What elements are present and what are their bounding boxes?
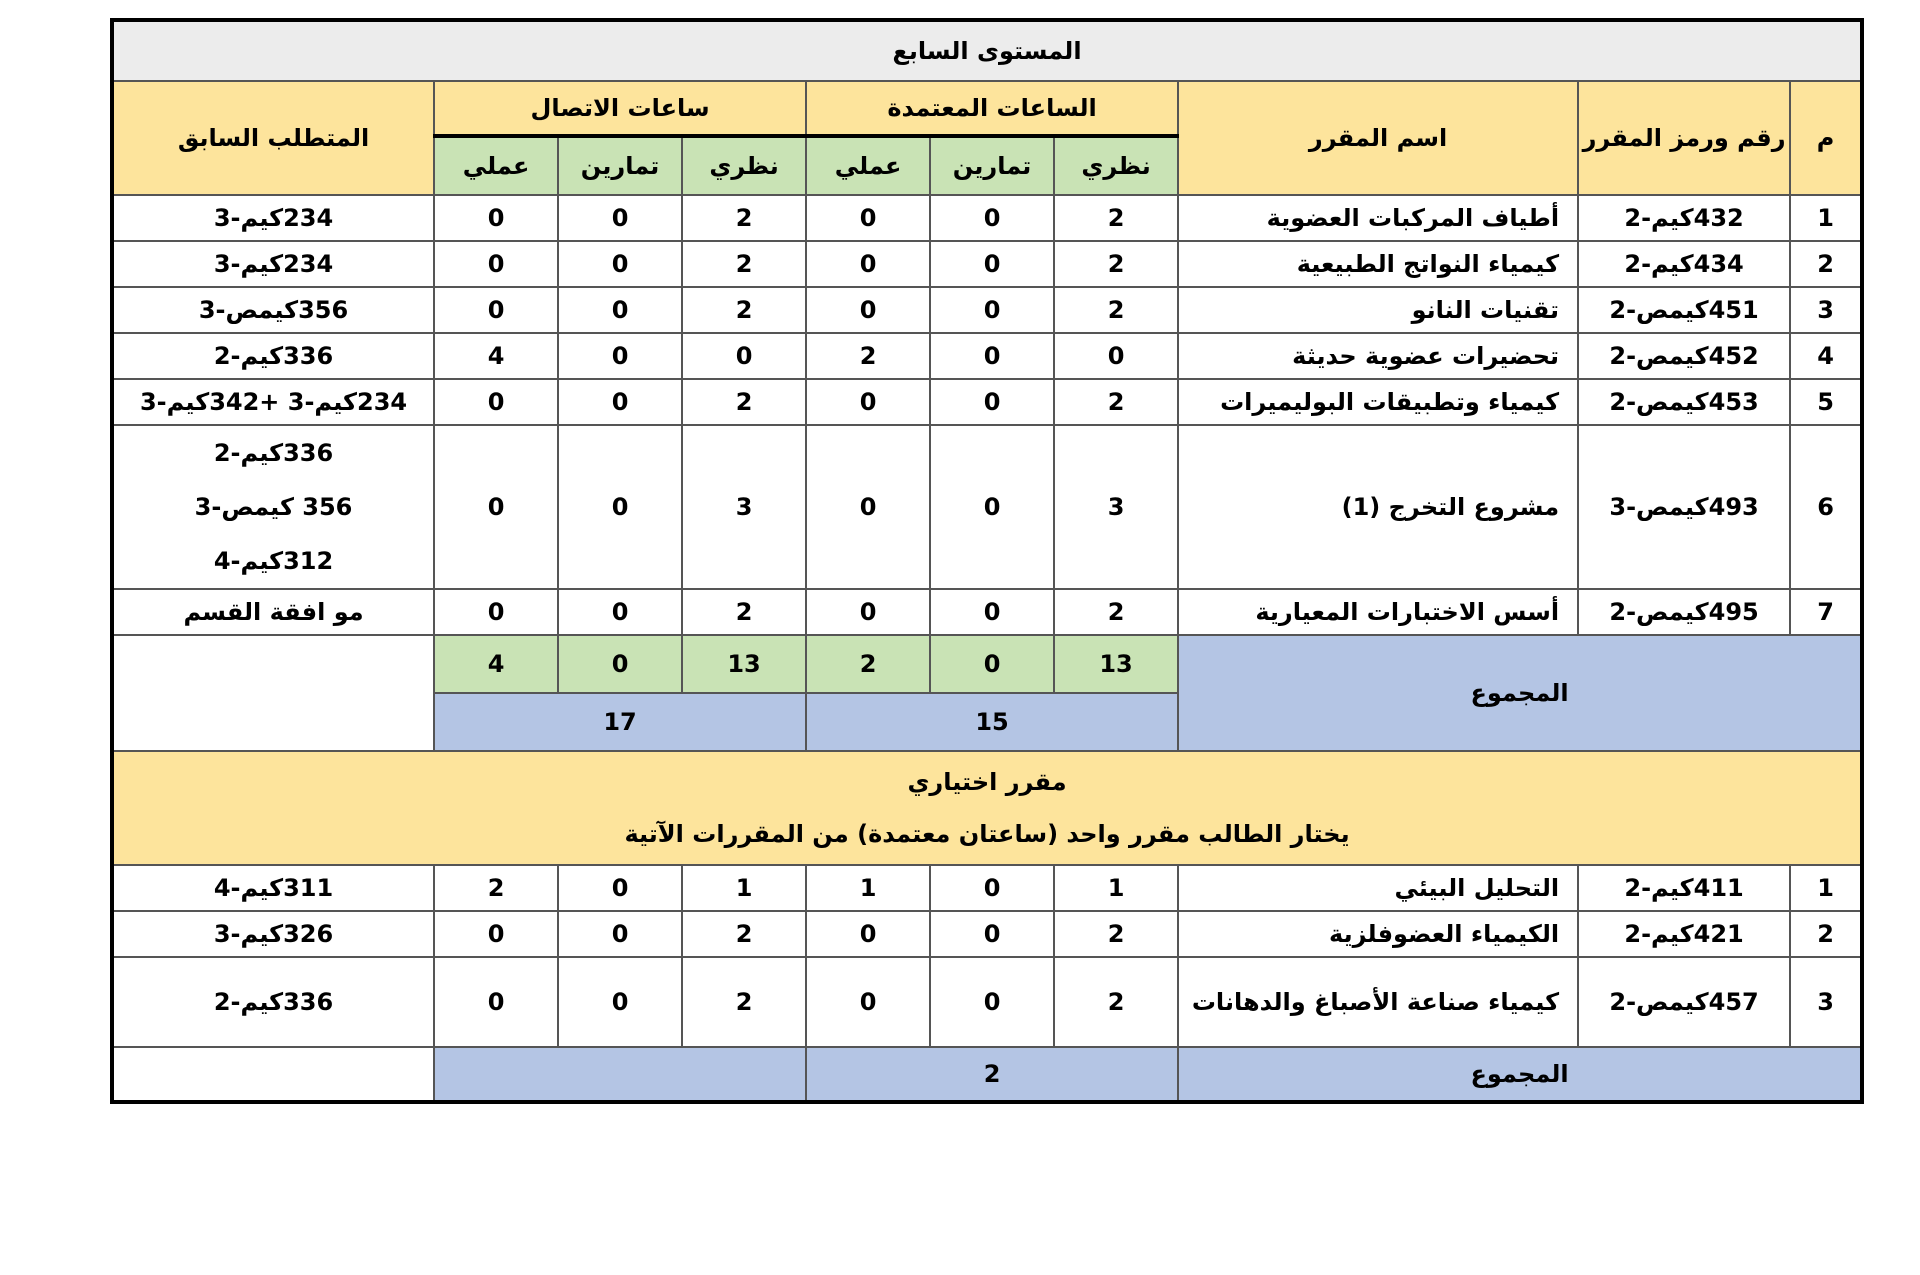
total-contact-practical: 4 [434, 635, 558, 693]
elective-contact-practical: 0 [434, 911, 558, 957]
course-prerequisite [112, 333, 434, 379]
course-contact-theory: 2 [682, 589, 806, 635]
elective-total-prerequisite-empty [112, 1047, 434, 1102]
elective-title: مقرر اختياري [907, 768, 1067, 796]
course-contact-exercises: 0 [558, 195, 682, 241]
header-contact-hours: ساعات الاتصال [434, 81, 806, 136]
total-contact-theory: 13 [682, 635, 806, 693]
header-course-code: رقم ورمز المقرر [1578, 81, 1790, 195]
course-credit-practical: 0 [806, 241, 930, 287]
course-credit-exercises: 0 [930, 195, 1054, 241]
total-prerequisite-empty [112, 635, 434, 751]
total-credit-exercises: 0 [930, 635, 1054, 693]
elective-credit-theory: 2 [1054, 911, 1178, 957]
course-prerequisite [112, 195, 434, 241]
header-credit-hours: الساعات المعتمدة [806, 81, 1178, 136]
course-name: تقنيات النانو [1178, 287, 1578, 333]
header-course-name: اسم المقرر [1178, 81, 1578, 195]
elective-credit-exercises: 0 [930, 865, 1054, 911]
course-row [112, 333, 1862, 379]
course-contact-exercises: 0 [558, 333, 682, 379]
elective-row [112, 957, 1862, 1047]
course-credit-exercises: 0 [930, 287, 1054, 333]
course-contact-exercises: 0 [558, 425, 682, 589]
prerequisite-item: 234كيم-3 +342كيم-3 [139, 388, 408, 416]
course-credit-practical: 0 [806, 287, 930, 333]
course-credit-practical: 0 [806, 589, 930, 635]
elective-name: التحليل البيئي [1178, 865, 1578, 911]
elective-number: 3 [1790, 957, 1862, 1047]
elective-prerequisite [112, 911, 434, 957]
course-contact-theory: 0 [682, 333, 806, 379]
course-number: 6 [1790, 425, 1862, 589]
elective-row [112, 911, 1862, 957]
course-row [112, 425, 1862, 589]
elective-code: 421كيم-2 [1578, 911, 1790, 957]
elective-contact-practical: 2 [434, 865, 558, 911]
course-contact-practical: 0 [434, 379, 558, 425]
course-number: 1 [1790, 195, 1862, 241]
course-contact-practical: 0 [434, 241, 558, 287]
elective-contact-exercises: 0 [558, 911, 682, 957]
course-name: كيمياء وتطبيقات البوليميرات [1178, 379, 1578, 425]
course-number: 2 [1790, 241, 1862, 287]
course-contact-practical: 0 [434, 589, 558, 635]
course-number: 4 [1790, 333, 1862, 379]
course-contact-practical: 4 [434, 333, 558, 379]
total-credit-practical: 2 [806, 635, 930, 693]
elective-header [112, 751, 1862, 865]
header-credit-theory: نظري [1054, 136, 1178, 195]
course-row [112, 589, 1862, 635]
course-prerequisite [112, 425, 434, 589]
prerequisite-item: 311كيم-4 [213, 874, 334, 902]
course-contact-exercises: 0 [558, 287, 682, 333]
course-code: 453كيمص-2 [1578, 379, 1790, 425]
elective-name: كيمياء صناعة الأصباغ والدهانات [1178, 957, 1578, 1047]
course-code: 432كيم-2 [1578, 195, 1790, 241]
course-credit-practical: 2 [806, 333, 930, 379]
elective-number: 1 [1790, 865, 1862, 911]
elective-contact-exercises: 0 [558, 865, 682, 911]
header-contact-practical: عملي [434, 136, 558, 195]
prerequisite-item: 336كيم-2 [213, 342, 334, 370]
course-code: 451كيمص-2 [1578, 287, 1790, 333]
elective-credit-exercises: 0 [930, 957, 1054, 1047]
course-prerequisite [112, 589, 434, 635]
header-credit-exercises: تمارين [930, 136, 1054, 195]
course-contact-theory: 2 [682, 195, 806, 241]
total-label: المجموع [1178, 635, 1862, 751]
course-row [112, 195, 1862, 241]
elective-total-contact-empty [434, 1047, 806, 1102]
elective-subtitle: يختار الطالب مقرر واحد (ساعتان معتمدة) من المقررات الآتية [624, 820, 1350, 848]
elective-total-credit-sum: 2 [806, 1047, 1178, 1102]
course-number: 7 [1790, 589, 1862, 635]
course-contact-theory: 3 [682, 425, 806, 589]
course-name: أطياف المركبات العضوية [1178, 195, 1578, 241]
course-credit-exercises: 0 [930, 589, 1054, 635]
total-contact-sum: 17 [434, 693, 806, 751]
course-prerequisite [112, 287, 434, 333]
course-code: 495كيمص-2 [1578, 589, 1790, 635]
elective-code: 411كيم-2 [1578, 865, 1790, 911]
prerequisite-item: مو افقة القسم [183, 598, 364, 626]
elective-total-label: المجموع [1178, 1047, 1862, 1102]
header-credit-practical: عملي [806, 136, 930, 195]
course-credit-theory: 2 [1054, 287, 1178, 333]
course-credit-theory: 2 [1054, 379, 1178, 425]
level-seven-table [110, 18, 1864, 1104]
prerequisite-item: 326كيم-3 [213, 920, 334, 948]
elective-credit-exercises: 0 [930, 911, 1054, 957]
course-credit-theory: 2 [1054, 241, 1178, 287]
course-credit-exercises: 0 [930, 333, 1054, 379]
elective-contact-theory: 2 [682, 957, 806, 1047]
course-row [112, 287, 1862, 333]
level-title: المستوى السابع [112, 20, 1862, 81]
header-prerequisite: المتطلب السابق [112, 81, 434, 195]
header-number: م [1790, 81, 1862, 195]
course-credit-theory: 2 [1054, 589, 1178, 635]
course-contact-practical: 0 [434, 425, 558, 589]
header-contact-theory: نظري [682, 136, 806, 195]
elective-contact-practical: 0 [434, 957, 558, 1047]
elective-name: الكيمياء العضوفلزية [1178, 911, 1578, 957]
course-credit-theory: 0 [1054, 333, 1178, 379]
total-contact-exercises: 0 [558, 635, 682, 693]
course-number: 5 [1790, 379, 1862, 425]
course-row [112, 241, 1862, 287]
elective-contact-exercises: 0 [558, 957, 682, 1047]
elective-row [112, 865, 1862, 911]
course-credit-practical: 0 [806, 195, 930, 241]
elective-prerequisite [112, 957, 434, 1047]
elective-credit-practical: 1 [806, 865, 930, 911]
course-code: 434كيم-2 [1578, 241, 1790, 287]
course-row [112, 379, 1862, 425]
course-prerequisite [112, 379, 434, 425]
elective-contact-theory: 2 [682, 911, 806, 957]
course-contact-theory: 2 [682, 287, 806, 333]
course-credit-exercises: 0 [930, 241, 1054, 287]
elective-credit-theory: 2 [1054, 957, 1178, 1047]
prerequisite-item: 356 كيمص-3 [194, 493, 353, 521]
course-contact-practical: 0 [434, 195, 558, 241]
course-name: أسس الاختبارات المعيارية [1178, 589, 1578, 635]
course-credit-theory: 3 [1054, 425, 1178, 589]
course-name: كيمياء النواتج الطبيعية [1178, 241, 1578, 287]
course-prerequisite [112, 241, 434, 287]
course-credit-exercises: 0 [930, 425, 1054, 589]
course-credit-practical: 0 [806, 425, 930, 589]
prerequisite-item: 336كيم-2 [213, 439, 334, 467]
course-number: 3 [1790, 287, 1862, 333]
total-credit-theory: 13 [1054, 635, 1178, 693]
course-credit-practical: 0 [806, 379, 930, 425]
elective-contact-theory: 1 [682, 865, 806, 911]
course-code: 493كيمص-3 [1578, 425, 1790, 589]
course-name: مشروع التخرج (1) [1178, 425, 1578, 589]
course-credit-theory: 2 [1054, 195, 1178, 241]
course-code: 452كيمص-2 [1578, 333, 1790, 379]
prerequisite-item: 234كيم-3 [213, 250, 334, 278]
elective-credit-practical: 0 [806, 911, 930, 957]
course-contact-practical: 0 [434, 287, 558, 333]
prerequisite-item: 336كيم-2 [213, 988, 334, 1016]
course-contact-exercises: 0 [558, 241, 682, 287]
elective-prerequisite [112, 865, 434, 911]
course-contact-exercises: 0 [558, 379, 682, 425]
elective-credit-practical: 0 [806, 957, 930, 1047]
elective-number: 2 [1790, 911, 1862, 957]
prerequisite-item: 312كيم-4 [213, 547, 334, 575]
course-contact-theory: 2 [682, 241, 806, 287]
course-name: تحضيرات عضوية حديثة [1178, 333, 1578, 379]
study-plan [110, 18, 1860, 1104]
course-contact-theory: 2 [682, 379, 806, 425]
total-credit-sum: 15 [806, 693, 1178, 751]
prerequisite-item: 234كيم-3 [213, 204, 334, 232]
prerequisite-item: 356كيمص-3 [198, 296, 349, 324]
elective-code: 457كيمص-2 [1578, 957, 1790, 1047]
header-contact-exercises: تمارين [558, 136, 682, 195]
course-contact-exercises: 0 [558, 589, 682, 635]
elective-credit-theory: 1 [1054, 865, 1178, 911]
course-credit-exercises: 0 [930, 379, 1054, 425]
